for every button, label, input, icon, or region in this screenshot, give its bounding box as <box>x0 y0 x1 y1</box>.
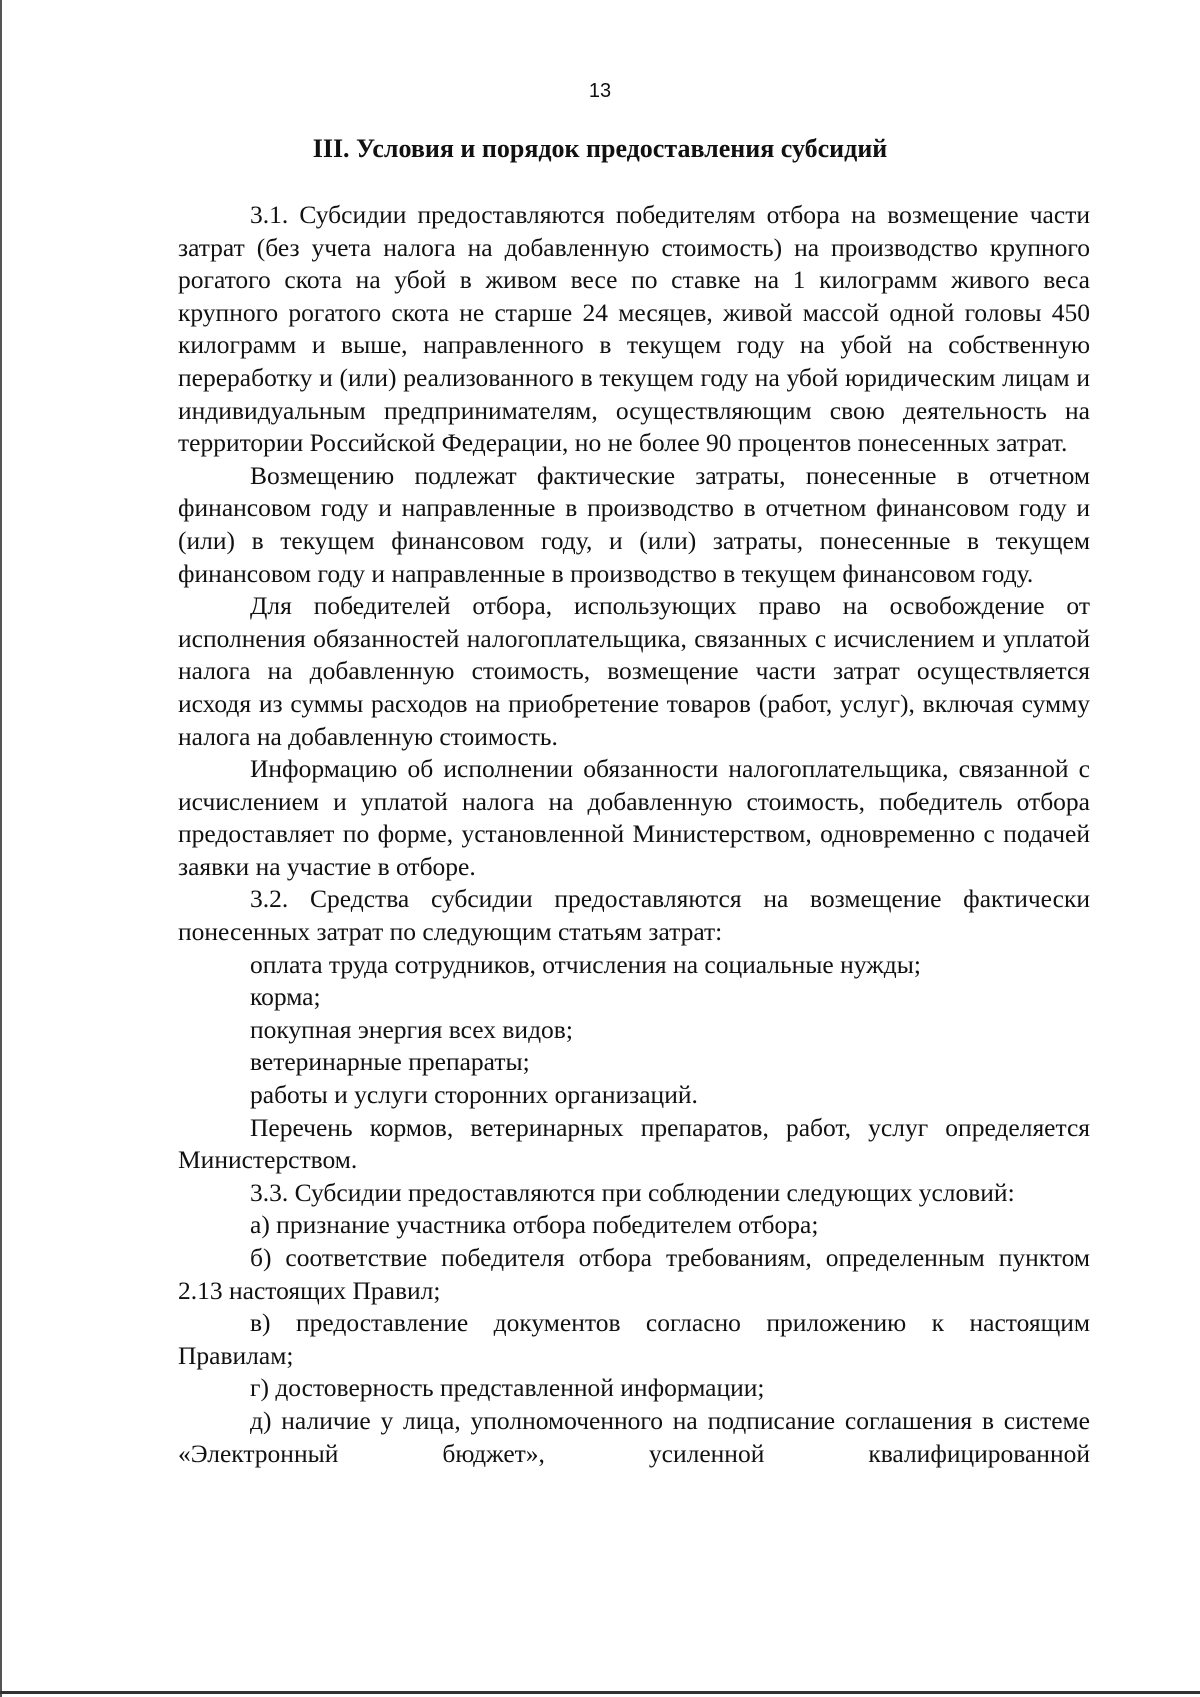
list-item: оплата труда сотрудников, отчисления на социальные нужды; <box>250 949 921 979</box>
paragraph-3-1: 3.1. Субсидии предоставляются победителям отбора на возмещение части затрат (без учета налога на добавленную стоимость) на производство крупного рогатого скота на убой в живом весе по ставке на 1 килограмм живого веса крупного рогатого скота не старше 24 месяцев, живой массой одной головы 450 килограмм и выше, направленного в текущем году на убой на собственную переработку и (или) реализованного в текущем году на убой юридическим лицам и индивидуальным предпринимателям, осуществляющим свою деятельность на территории Российской Федерации, но не более 90 процентов понесенных затрат. <box>178 200 1090 458</box>
paragraph-vat-information: Информацию об исполнении обязанности налогоплательщика, связанной с исчислением и уплатой налога на добавленную стоимость, победитель отбора предоставляет по форме, установленной Министерством, одновременно с подачей заявки на участие в отборе. <box>178 754 1090 881</box>
paragraph-3-3: 3.3. Субсидии предоставляются при соблюдении следующих условий: <box>250 1177 1015 1207</box>
list-item: работы и услуги сторонних организаций. <box>250 1080 698 1110</box>
section-title: III. Условия и порядок предоставления субсидий <box>312 134 888 163</box>
scan-edge-bottom <box>0 1691 1200 1694</box>
body-text <box>178 199 1090 1470</box>
condition-item: в) предоставление документов согласно приложению к настоящим Правилам; <box>178 1308 1090 1370</box>
paragraph-list-definition: Перечень кормов, ветеринарных препаратов, работ, услуг определяется Министерством. <box>178 1112 1090 1175</box>
list-item: корма; <box>250 982 321 1012</box>
page-number: 13 <box>588 80 612 102</box>
scan-edge-left <box>0 0 2 1697</box>
paragraph-vat-exempt: Для победителей отбора, использующих право на освобождение от исполнения обязанностей налогоплательщика, связанных с исчислением и уплатой налога на добавленную стоимость, возмещение части затрат осуществляется исходя из суммы расходов на приобретение товаров (работ, услуг), включая сумму налога на добавленную стоимость. <box>178 591 1090 751</box>
condition-item: д) наличие у лица, уполномоченного на подписание соглашения в системе «Электронный бюджет», усиленной квалифицированной <box>178 1405 1090 1468</box>
list-item: покупная энергия всех видов; <box>250 1014 573 1044</box>
condition-item: а) признание участника отбора победителем отбора; <box>250 1210 819 1240</box>
condition-item: г) достоверность представленной информации; <box>250 1373 765 1403</box>
paragraph-reimbursement: Возмещению подлежат фактические затраты, понесенные в отчетном финансовом году и направленные в производство в отчетном финансовом году и (или) в текущем финансовом году, и (или) затраты, понесенные в текущем финансовом году и направленные в производство в текущем финансовом году. <box>178 460 1090 588</box>
condition-item: б) соответствие победителя отбора требованиям, определенным пунктом 2.13 настоящих Правил; <box>178 1243 1090 1305</box>
paragraph-3-2: 3.2. Средства субсидии предоставляются на возмещение фактически понесенных затрат по следующим статьям затрат: <box>178 884 1090 947</box>
list-item: ветеринарные препараты; <box>250 1047 530 1077</box>
